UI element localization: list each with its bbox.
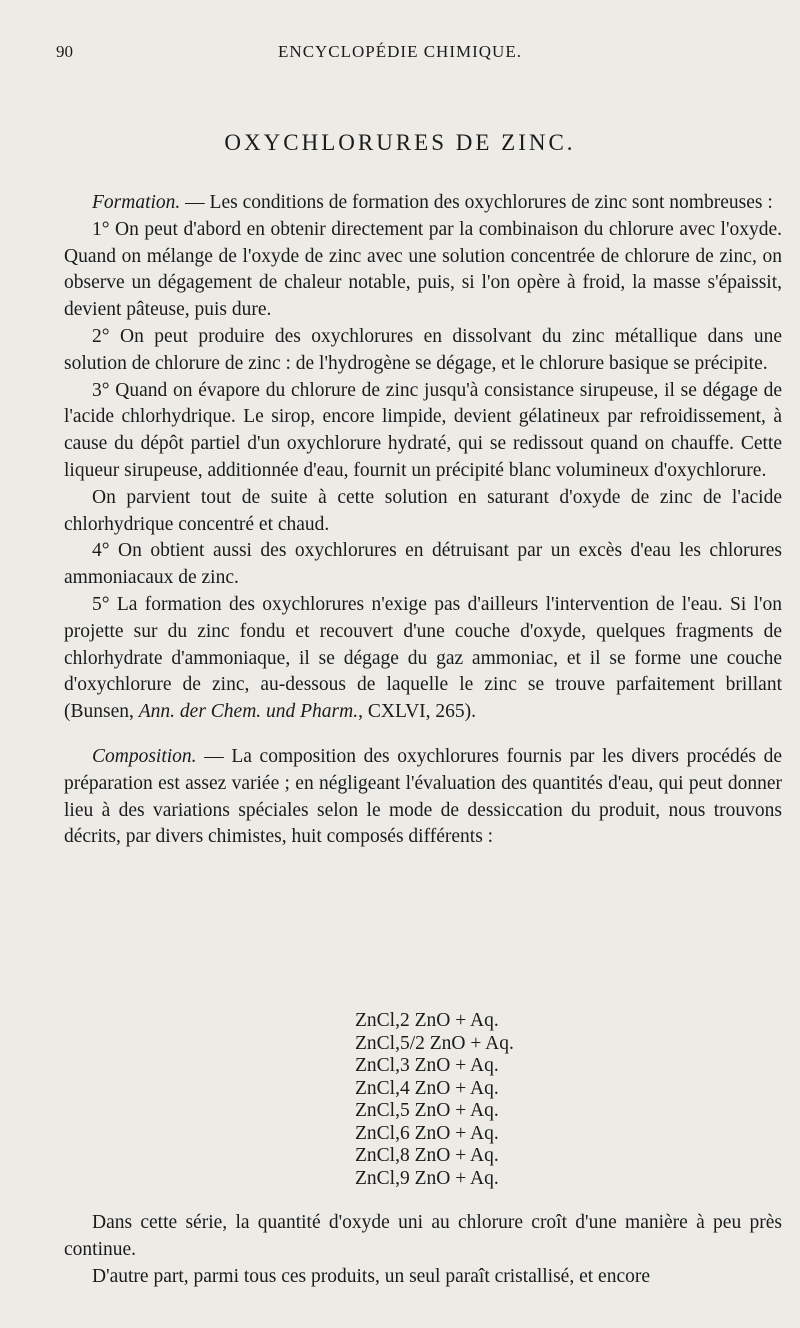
closing-section — [64, 1210, 782, 1290]
formation-item-5 — [64, 592, 782, 726]
citation-journal: Ann. der Chem. und Pharm. — [138, 701, 359, 723]
formation-label: Formation. — [92, 192, 181, 213]
closing-paragraph-2: D'autre part, parmi tous ces produits, un seul paraît cristallisé, et encore — [92, 1265, 650, 1287]
formation-item-3: 3° Quand on évapore du chlorure de zinc jusqu'à consistance sirupeuse, il se dégage de l'acide chlorhydrique. Le sirop, encore limpide, devient gélatineux par refroidissement, à cause du dépôt partiel d'un oxychlorure hydraté, qui se redissout quand on chauffe. Cette liqueur sirupeuse, additionnée d'eau, fournit un précipité blanc volumineux d'oxychlorure. — [64, 379, 782, 481]
formation-intro — [64, 190, 782, 217]
formula-line: ZnCl,9 ZnO + Aq. — [355, 1167, 499, 1189]
formula-line: ZnCl,6 ZnO + Aq. — [355, 1122, 499, 1144]
paragraph-gap — [64, 726, 782, 744]
composition-text: — La composition des oxychlorures fournis par les divers procédés de préparation est assez variée ; en négligeant l'évaluation des quantités d'eau, qui peut donner lieu à des variations spéciales selon le mode de dessiccation du produit, nous trouvons décrits, par divers chimistes, huit composés différents : — [64, 745, 782, 848]
formation-section — [64, 190, 782, 851]
formation-intro-text: — Les conditions de formation des oxychlorures de zinc sont nombreuses : — [180, 192, 773, 213]
formation-item-5-text: 5° La formation des oxychlorures n'exige pas d'ailleurs l'intervention de l'eau. Si l'on projette sur du zinc fondu et recouvert d'une couche d'oxyde, quelques fragments de chlorhydrate d'ammoniaque, il se dégage du gaz ammoniac, et il se forme une couche d'oxychlorure de zinc, au-dessous de laquelle le zinc se trouve parfaitement brillant (Bunsen, — [64, 593, 782, 723]
composition-paragraph — [64, 744, 782, 851]
page-number: 90 — [56, 42, 73, 61]
formation-item-3-continued: On parvient tout de suite à cette solution en saturant d'oxyde de zinc de l'acide chlorhydrique concentré et chaud. — [64, 486, 782, 535]
section-title: OXYCHLORURES DE ZINC. — [224, 130, 576, 155]
formation-item-4: 4° On obtient aussi des oxychlorures en détruisant par un excès d'eau les chlorures ammoniacaux de zinc. — [64, 540, 782, 589]
formula-list — [355, 1010, 514, 1190]
closing-paragraph-1: Dans cette série, la quantité d'oxyde uni au chlorure croît d'une manière à peu près continue. — [64, 1212, 782, 1260]
formula-line: ZnCl,4 ZnO + Aq. — [355, 1077, 499, 1099]
formula-line: ZnCl,2 ZnO + Aq. — [355, 1010, 499, 1031]
citation-reference: , CXLVI, 265). — [358, 701, 477, 723]
formula-line: ZnCl,5/2 ZnO + Aq. — [355, 1032, 514, 1054]
formula-line: ZnCl,8 ZnO + Aq. — [355, 1145, 499, 1166]
formation-item-2: 2° On peut produire des oxychlorures en dissolvant du zinc métallique dans une solution de chlorure de zinc : de l'hydrogène se dégage, et le chlorure basique se précipite. — [64, 325, 782, 374]
formula-line: ZnCl,5 ZnO + Aq. — [355, 1100, 499, 1121]
composition-label: Composition. — [92, 745, 197, 767]
formula-line: ZnCl,3 ZnO + Aq. — [355, 1055, 499, 1076]
running-title: ENCYCLOPÉDIE CHIMIQUE. — [278, 42, 522, 61]
formation-item-1: 1° On peut d'abord en obtenir directement par la combinaison du chlorure avec l'oxyde. Quand on mélange de l'oxyde de zinc avec une solution concentrée de chlorure de zinc, on observe un dégagement de chaleur notable, puis, si l'on opère à froid, la masse s'épaissit, devient pâteuse, puis dure. — [64, 218, 782, 321]
